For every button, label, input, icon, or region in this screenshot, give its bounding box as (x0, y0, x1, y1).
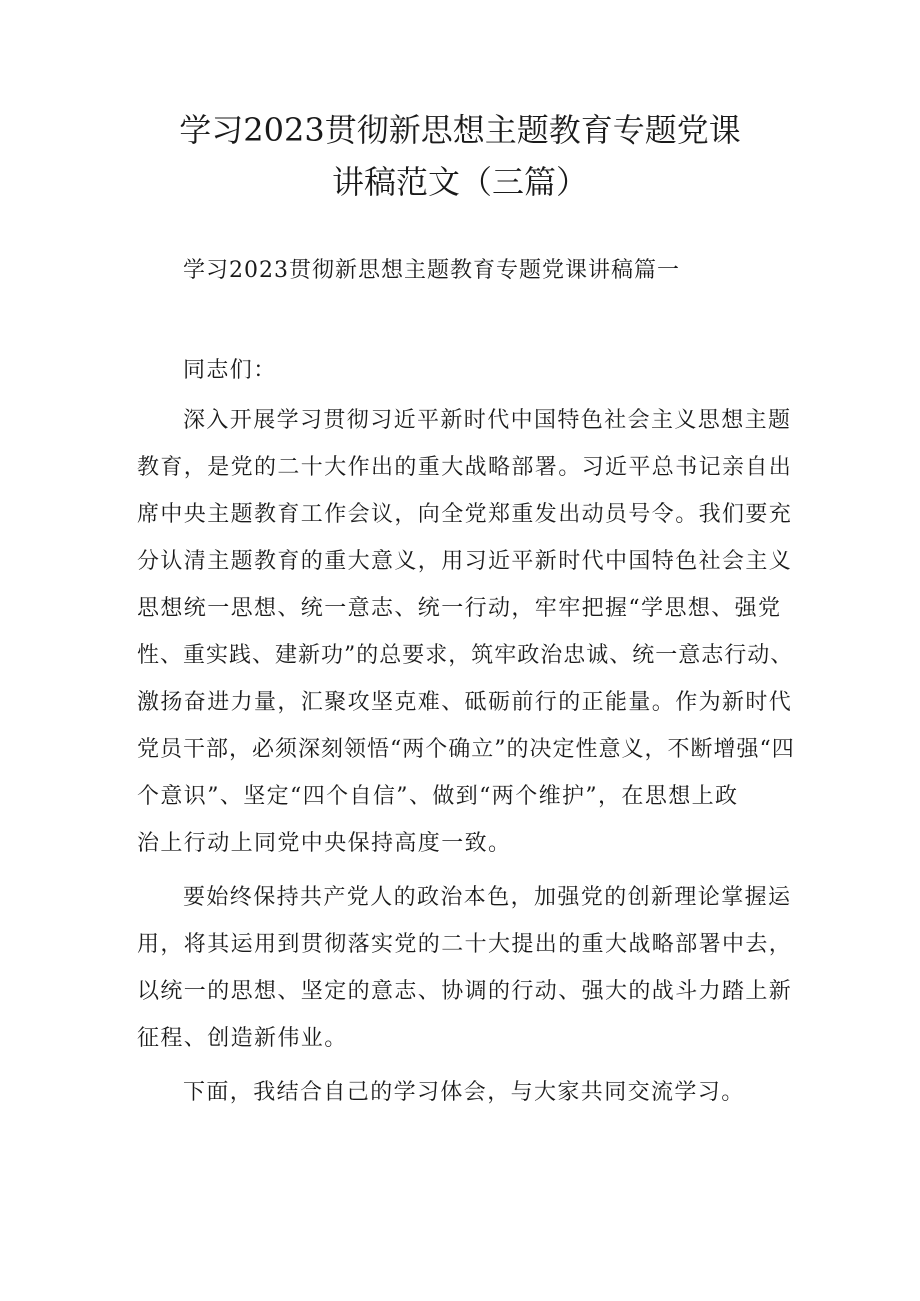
paragraph-3-line: 下面，我结合自己的学习体会，与大家共同交流学习。 (183, 1080, 745, 1105)
paragraph-2-line: 要始终保持共产党人的政治本色，加强党的创新理论掌握运 (183, 885, 792, 910)
paragraph-2-line: 以统一的思想、坚定的意志、协调的行动、强大的战斗力踏上新 (137, 979, 793, 1004)
paragraph-1-line: 性、重实践、建新功”的总要求，筑牢政治忠诚、统一意志行动、 (137, 643, 794, 668)
section-heading: 学习2023贯彻新思想主题教育专题党课讲稿篇一 (183, 258, 680, 283)
paragraph-1-line: 思想统一思想、统一意志、统一行动，牢牢把握“学思想、强党 (137, 596, 782, 621)
paragraph-1-line: 党员干部，必须深刻领悟“两个确立”的决定性意义，不断增强“四 (137, 737, 795, 762)
paragraph-1-line: 席中央主题教育工作会议，向全党郑重发出动员号令。我们要充 (137, 502, 793, 527)
paragraph-2-line: 用，将其运用到贯彻落实党的二十大提出的重大战略部署中去， (137, 932, 793, 957)
paragraph-1-line: 治上行动上同党中央保持高度一致。 (137, 831, 512, 856)
paragraph-1-line: 激扬奋进力量，汇聚攻坚克难、砥砺前行的正能量。作为新时代 (137, 690, 793, 715)
salutation: 同志们： (183, 358, 277, 383)
paragraph-1-line: 分认清主题教育的重大意义，用习近平新时代中国特色社会主义 (137, 549, 793, 574)
paragraph-2-line: 征程、创造新伟业。 (137, 1026, 348, 1051)
paragraph-1-line: 教育，是党的二十大作出的重大战略部署。习近平总书记亲自出 (137, 455, 793, 480)
paragraph-1-line: 个意识”、坚定“四个自信”、做到“两个维护”，在思想上政 (137, 784, 739, 809)
document-title-line-2: 讲稿范文（三篇） (331, 163, 588, 201)
document-title-line-1: 学习2023贯彻新思想主题教育专题党课 (179, 111, 741, 149)
paragraph-1-line: 深入开展学习贯彻习近平新时代中国特色社会主义思想主题 (183, 408, 792, 433)
